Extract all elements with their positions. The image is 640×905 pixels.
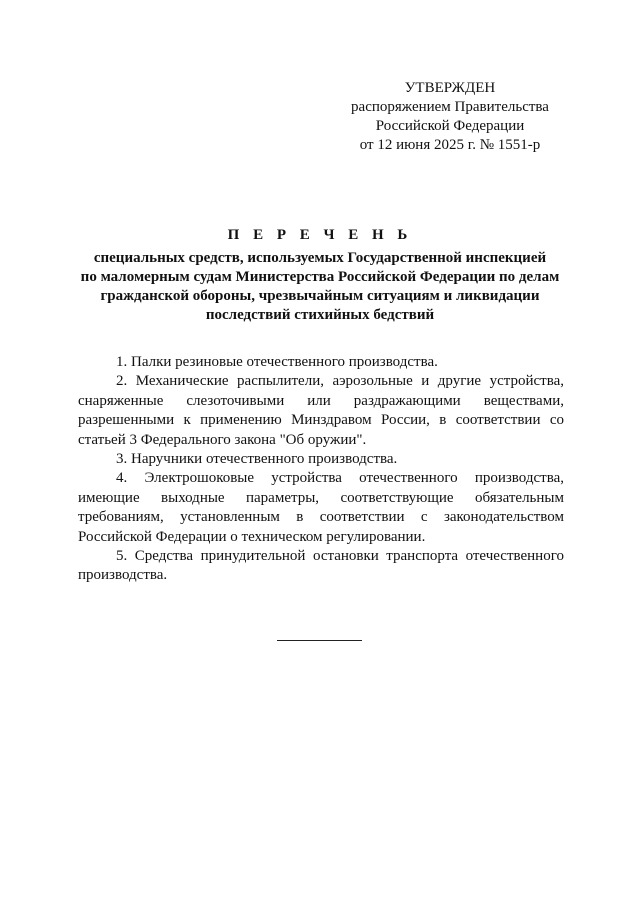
approval-date-number: от 12 июня 2025 г. № 1551-р: [359, 137, 541, 153]
document-title: П Е Р Е Ч Е Н Ь: [227, 227, 413, 243]
list-item: 5. Средства принудительной остановки транспорта отечественного производства.: [78, 548, 564, 584]
end-divider: [277, 640, 362, 641]
approval-heading: УТВЕРЖДЕН: [404, 80, 496, 96]
approval-country: Российской Федерации: [375, 118, 525, 134]
approval-stamp-block: [330, 79, 570, 155]
subtitle-line: последствий стихийных бедствий: [205, 307, 435, 323]
list-item: 2. Механические распылители, аэрозольные и другие устройства, снаряженные слезоточивыми или раздражающими веществами, разрешенными к применению Минздравом России, в соответствии со статьей 3 Федерального закона "Об оружии".: [78, 373, 564, 448]
subtitle-line: гражданской обороны, чрезвычайным ситуациям и ликвидации: [100, 288, 540, 304]
document-subtitle: [70, 249, 570, 325]
subtitle-line: по маломерным судам Министерства Российской Федерации по делам: [80, 269, 560, 285]
approval-authority: распоряжением Правительства: [351, 99, 549, 115]
list-item: 1. Палки резиновые отечественного производства.: [116, 354, 438, 370]
special-means-list: [78, 353, 564, 586]
list-item: 4. Электрошоковые устройства отечественного производства, имеющие выходные параметры, соответствующие обязательным требованиям, установленным в соответствии с законодательством Российской Федерации о техническом регулировании.: [78, 470, 564, 545]
list-item: 3. Наручники отечественного производства.: [116, 451, 398, 468]
subtitle-line: специальных средств, используемых Государственной инспекцией: [93, 250, 547, 266]
